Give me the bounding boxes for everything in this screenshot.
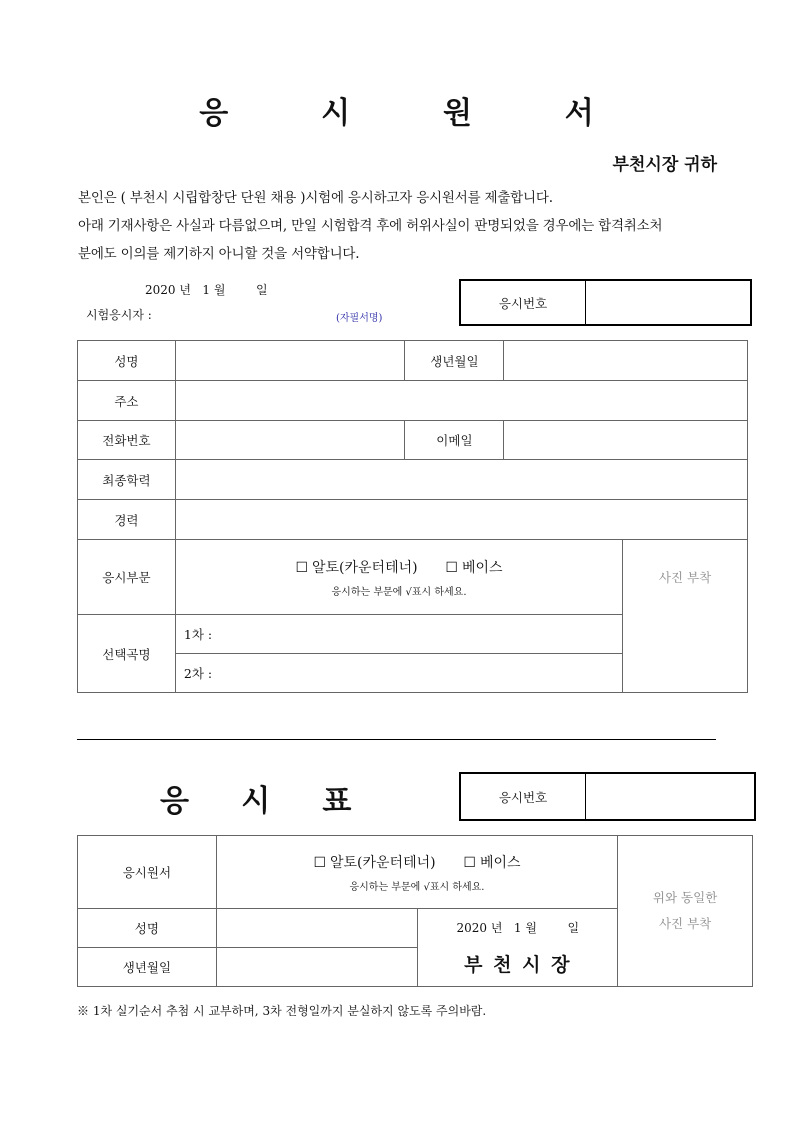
application-date: 2020 년 1 월 일 xyxy=(145,283,268,297)
exam-number-box xyxy=(459,279,752,326)
ticket-birth-field[interactable] xyxy=(216,948,418,987)
bass-option-label: 베이스 xyxy=(461,559,503,576)
birth-label: 생년월일 xyxy=(405,341,504,381)
ticket-alto-option-label: 알토(카운터테너) xyxy=(329,854,436,871)
bass-checkbox[interactable]: ☐ xyxy=(445,559,458,576)
applicant-label: 시험응시자 : xyxy=(86,308,152,322)
application-form-table xyxy=(77,340,748,693)
addressee: 부천시장 귀하 xyxy=(612,155,717,175)
ticket-issuer-block xyxy=(418,909,618,987)
declaration-line-3: 분에도 이의를 제기하지 아니할 것을 서약합니다. xyxy=(78,246,360,262)
ticket-name-label: 성명 xyxy=(78,909,217,948)
declaration-line-1: 본인은 ( 부천시 시립합창단 단원 채용 )시험에 응시하고자 응시원서를 제출합니다. xyxy=(78,190,553,206)
ticket-title: 응 시 표 xyxy=(160,784,352,819)
career-field[interactable] xyxy=(175,500,747,540)
division-hint: 응시하는 부문에 √표시 하세요. xyxy=(331,586,467,598)
cut-line xyxy=(77,739,716,740)
education-label: 최종학력 xyxy=(78,460,176,500)
ticket-application-label: 응시원서 xyxy=(78,836,217,909)
signature-label: (자필서명) xyxy=(336,313,383,324)
birth-field[interactable] xyxy=(504,341,748,381)
division-options xyxy=(175,540,622,615)
song-2-label: 2차 : xyxy=(183,666,213,681)
ticket-exam-number-label: 응시번호 xyxy=(461,774,586,819)
exam-number-label: 응시번호 xyxy=(461,281,586,324)
ticket-photo-line-1: 위와 동일한 xyxy=(652,890,718,905)
ticket-alto-checkbox[interactable]: ☐ xyxy=(313,854,326,871)
ticket-exam-number-box xyxy=(459,772,756,821)
phone-field[interactable] xyxy=(175,421,405,460)
address-label: 주소 xyxy=(78,381,176,421)
ticket-exam-number-field[interactable] xyxy=(586,774,754,819)
phone-label: 전화번호 xyxy=(78,421,176,460)
song-1-field[interactable] xyxy=(175,615,622,654)
ticket-date: 2020 년 1 월 일 xyxy=(456,920,580,935)
ticket-division-options xyxy=(216,836,617,909)
ticket-photo-area[interactable] xyxy=(618,836,753,987)
alto-option-label: 알토(카운터테너) xyxy=(312,559,418,576)
footnote: ※ 1차 실기순서 추첨 시 교부하며, 3차 전형일까지 분실하지 않도록 주의바람. xyxy=(77,1004,487,1018)
email-field[interactable] xyxy=(504,421,748,460)
career-label: 경력 xyxy=(78,500,176,540)
declaration-line-2: 아래 기재사항은 사실과 다름없으며, 만일 시험합격 후에 허위사실이 판명되었을 경우에는 합격취소처 xyxy=(78,218,663,234)
application-title: 응 시 원 서 xyxy=(199,96,594,131)
declaration-paragraph xyxy=(78,184,738,268)
ticket-birth-label: 생년월일 xyxy=(78,948,217,987)
photo-label: 사진 부착 xyxy=(658,570,712,585)
photo-area[interactable] xyxy=(623,540,748,693)
education-field[interactable] xyxy=(175,460,747,500)
song-label: 선택곡명 xyxy=(78,615,176,693)
name-label: 성명 xyxy=(78,341,176,381)
ticket-name-field[interactable] xyxy=(216,909,418,948)
name-field[interactable] xyxy=(175,341,405,381)
ticket-issuer: 부 천 시 장 xyxy=(464,953,572,976)
address-field[interactable] xyxy=(175,381,747,421)
song-2-field[interactable] xyxy=(175,654,622,693)
ticket-bass-checkbox[interactable]: ☐ xyxy=(463,854,476,871)
ticket-bass-option-label: 베이스 xyxy=(479,854,521,871)
exam-number-field[interactable] xyxy=(586,281,750,324)
division-label: 응시부문 xyxy=(78,540,176,615)
alto-checkbox[interactable]: ☐ xyxy=(295,559,309,576)
song-1-label: 1차 : xyxy=(183,627,213,642)
ticket-division-hint: 응시하는 부문에 √표시 하세요. xyxy=(349,881,485,893)
ticket-photo-line-2: 사진 부착 xyxy=(658,916,712,931)
email-label: 이메일 xyxy=(405,421,504,460)
ticket-table xyxy=(77,835,753,987)
